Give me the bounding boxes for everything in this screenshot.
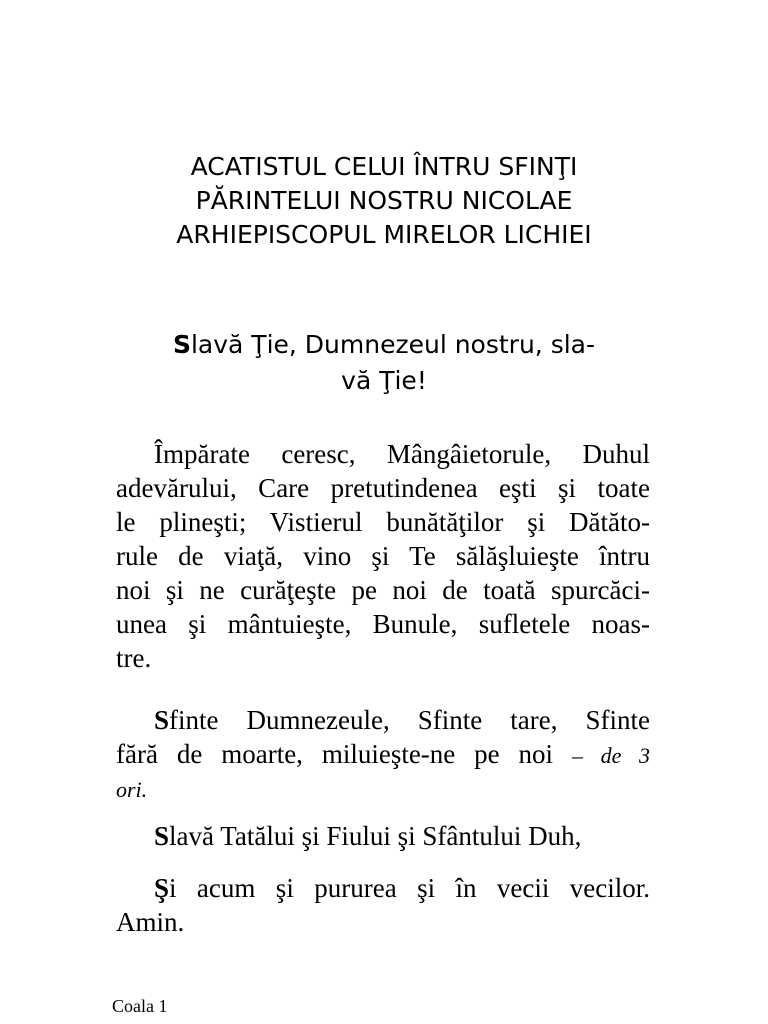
prayer4-line-2: Amin. <box>116 907 185 937</box>
prayer2-line-1-rest: finte Dumnezeule, Sfinte tare, Sfinte <box>169 705 650 735</box>
prayer-heavenly-king <box>116 437 650 675</box>
prayer-now-and-ever <box>116 871 650 939</box>
prayer2-repeat-note: – de 3 <box>571 743 651 768</box>
prayer2-repeat-note-end: ori. <box>116 777 148 802</box>
glory-initial: S <box>172 330 191 359</box>
glory-line-1 <box>100 327 668 363</box>
prayer4-line-1 <box>116 871 650 905</box>
prayer4-line-1-rest: i acum şi pururea şi în vecii vecilor. <box>169 873 650 903</box>
title-line-2: PĂRINTELUI NOSTRU NICOLAE <box>195 186 573 215</box>
prayer1-line: tre. <box>116 643 152 673</box>
document-title <box>100 150 668 252</box>
sheet-label: Coala 1 <box>112 996 168 1016</box>
prayer1-line: le plineşti; Vistierul bunătăţilor şi Dătăto- <box>116 507 650 537</box>
title-line-1: ACATISTUL CELUI ÎNTRU SFINŢI <box>190 152 578 181</box>
prayer3-line <box>116 819 650 853</box>
glory-line-1-rest: lavă Ţie, Dumnezeul nostru, sla- <box>190 330 596 359</box>
prayer-trisagion <box>116 703 650 805</box>
prayer1-line: unea şi mântuieşte, Bunule, sufletele noas- <box>116 609 650 639</box>
prayer2-line-2-main: fără de moarte, miluieşte-ne pe noi <box>116 739 572 769</box>
prayer2-line-2 <box>116 737 650 771</box>
prayer-glory-father <box>116 819 650 853</box>
prayer3-rest: lavă Tatălui şi Fiului şi Sfântului Duh, <box>169 821 582 851</box>
glory-line-2: vă Ţie! <box>341 366 427 395</box>
prayer2-initial: S <box>154 705 170 735</box>
opening-glory <box>100 327 668 399</box>
prayer1-line: noi şi ne curăţeşte pe noi de toată spurcăci- <box>116 575 650 605</box>
prayer1-line: adevărului, Care pretutindenea eşti şi toate <box>116 473 650 503</box>
prayer2-line-3 <box>116 771 650 805</box>
prayer3-initial: S <box>154 821 170 851</box>
prayer4-initial: Ş <box>154 873 170 903</box>
title-line-3: ARHIEPISCOPUL MIRELOR LICHIEI <box>176 220 592 249</box>
prayer2-line-1 <box>116 703 650 737</box>
prayer1-line: rule de viaţă, vino şi Te sălăşluieşte întru <box>116 541 650 571</box>
prayer1-line: Împărate ceresc, Mângâietorule, Duhul <box>154 439 650 469</box>
